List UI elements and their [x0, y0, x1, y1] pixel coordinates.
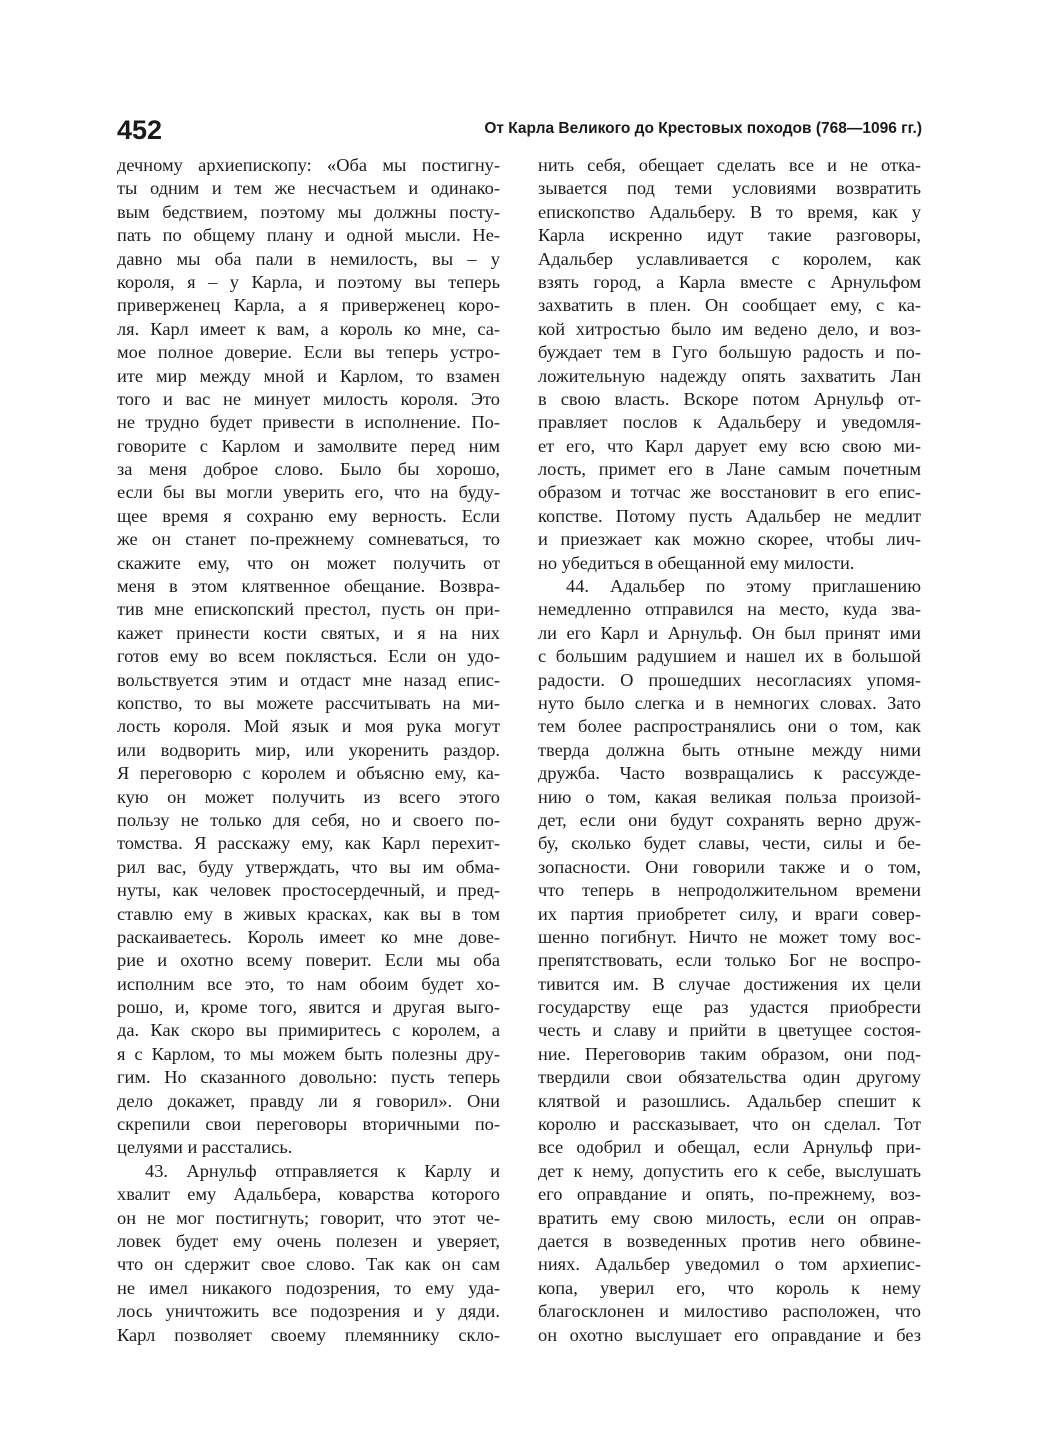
text-line: томства. Я расскажу ему, как Карл перехит- [117, 833, 500, 854]
text-line: я с Карлом, то мы можем быть полезны дру- [117, 1043, 500, 1064]
text-line: бу, сколько будет славы, чести, силы и бе- [538, 833, 921, 854]
text-line: копство, то вы можете рассчитывать на ми- [117, 692, 500, 713]
text-line: рие и охотно всему поверит. Если мы оба [117, 950, 500, 971]
text-line: ние. Переговорив таким образом, они под- [538, 1043, 921, 1064]
text-line: зопасности. Они говорили также и о том, [538, 856, 921, 877]
page-number: 452 [117, 115, 163, 145]
text-line: исполним все это, то нам обоим будет хо- [117, 973, 500, 994]
text-line: лость, примет его в Лане самым почетным [538, 459, 921, 480]
text-line: правляет послов к Адальберу и уведомля- [538, 412, 921, 433]
text-line: благосклонен и милостиво расположен, что [538, 1301, 921, 1322]
text-line: 44. Адальбер по этому приглашению [566, 576, 921, 597]
text-line: его оправдание и опять, по-прежнему, воз- [538, 1184, 921, 1205]
text-line: тивится им. В случае достижения их цели [538, 973, 921, 994]
text-line: все одобрил и обещал, если Арнульф при- [538, 1137, 921, 1158]
text-line: дечному архиепископу: «Оба мы постигну- [117, 155, 500, 175]
text-line: немедленно отправился на место, куда зва- [538, 599, 921, 620]
text-line: честь и славу и прийти в цветущее состоя- [538, 1020, 921, 1041]
text-line: щее время я сохраню ему верность. Если [117, 505, 500, 526]
text-line: приверженец Карла, а я приверженец коро- [117, 295, 500, 316]
text-line: кой хитростью было им ведено дело, и воз- [538, 318, 921, 339]
text-line: он охотно выслушает его оправдание и без [538, 1324, 921, 1345]
text-line: с большим радушием и нашел их в большой [538, 646, 921, 667]
text-line: ли его Карл и Арнульф. Он был принят ими [538, 622, 921, 643]
text-line: буждает тем в Гуго большую радость и по- [538, 342, 921, 363]
text-line: тив мне епископский престол, пусть он при- [117, 599, 500, 620]
text-line: за меня доброе слово. Было бы хорошо, [117, 459, 500, 480]
text-line: государству еще раз удастся приобрести [538, 997, 921, 1018]
text-line: пать по общему плану и одной мысли. Не- [117, 225, 500, 246]
text-line: ниях. Адальбер уведомил о том архиепис- [538, 1254, 921, 1275]
text-line: тем более распространялись они о том, как [538, 716, 921, 737]
text-line: взять город, а Карла вместе с Арнульфом [538, 271, 921, 292]
text-line: Адальбер уславливается с королем, как [538, 248, 921, 269]
text-line: вым бедствием, поэтому мы должны посту- [117, 201, 500, 222]
text-line: короля, я – у Карла, и поэтому вы теперь [117, 271, 500, 292]
text-line: нию о том, какая великая польза произой- [538, 786, 921, 807]
text-line: рошо, и, кроме того, явится и другая выго- [117, 997, 500, 1018]
text-line: гим. Но сказанного довольно: пусть теперь [117, 1067, 500, 1088]
text-line: 43. Арнульф отправляется к Карлу и [145, 1160, 500, 1181]
text-line: ставлю ему в живых красках, как вы в том [117, 903, 500, 924]
text-line: копстве. Потому пусть Адальбер не медлит [538, 505, 921, 526]
text-line: рил вас, буду утверждать, что вы им обма- [117, 856, 500, 877]
text-line: захватить в плен. Он сообщает ему, с ка- [538, 295, 921, 316]
text-line: дет, если они будут сохранять верно друж- [538, 809, 921, 830]
text-line: нить себя, обещает сделать все и не отка- [538, 155, 921, 175]
text-line: дается в возведенных против него обвине- [538, 1230, 921, 1251]
text-line: если бы вы могли уверить его, что на буду- [117, 482, 500, 503]
text-line: что он сдержит свое слово. Так как он сам [117, 1254, 500, 1275]
text-line: шенно погибнут. Ничто не может тому вос- [538, 926, 921, 947]
text-line: не имел никакого подозрения, то ему уда- [117, 1277, 500, 1298]
text-line: ет его, что Карл дарует ему всю свою ми- [538, 435, 921, 456]
text-line: их партия приобретет силу, и враги совер- [538, 903, 921, 924]
text-line: вольствуется этим и отдаст мне назад епис- [117, 669, 500, 690]
text-line: радости. О прошедших несогласиях упомя- [538, 669, 921, 690]
text-line: кажет принести кости святых, и я на них [117, 622, 500, 643]
text-line: кую он может получить из всего этого [117, 786, 500, 807]
text-line: скажите ему, что он может получить от [117, 552, 500, 573]
text-line: тверда должна быть отныне между ними [538, 739, 921, 760]
text-line: вратить ему свою милость, если он оправ- [538, 1207, 921, 1228]
text-line: мое полное доверие. Если вы теперь устро- [117, 342, 500, 363]
running-title: От Карла Великого до Крестовых походов (768—1096 гг.) [484, 120, 922, 137]
text-line: дружба. Часто возвращались к рассужде- [538, 763, 921, 784]
text-line: ите мир между мной и Карлом, то взамен [117, 365, 500, 386]
text-line: нуто было слегка и в немногих словах. Зато [538, 692, 921, 713]
text-line: говорите с Карлом и замолвите перед ним [117, 435, 500, 456]
text-line: ля. Карл имеет к вам, а король ко мне, са- [117, 318, 500, 339]
text-line: дело докажет, правду ли я говорил». Они [117, 1090, 500, 1111]
text-line: Карла искренно идут такие разговоры, [538, 225, 921, 246]
text-line: целуями и расстались. [117, 1137, 293, 1158]
text-line: что теперь в непродолжительном времени [538, 880, 921, 901]
text-line: или водворить мир, или укоренить раздор. [117, 739, 500, 760]
text-column-left [117, 154, 500, 1347]
text-line: скрепили свои переговоры вторичными по- [117, 1114, 500, 1135]
text-line: он не мог постигнуть; говорит, что этот че- [117, 1207, 500, 1228]
text-line: твердили свои обязательства один другому [538, 1067, 921, 1088]
text-line: ловек будет ему очень полезен и уверяет, [117, 1230, 500, 1251]
text-line: зывается под теми условиями возвратить [538, 178, 921, 199]
text-line: пользу не только для себя, но и своего по- [117, 809, 500, 830]
text-line: королю и рассказывает, что он сделал. Тот [538, 1114, 921, 1135]
text-line: препятствовать, если только Бог не воспро- [538, 950, 921, 971]
text-line: хвалит ему Адальбера, коварства которого [117, 1184, 500, 1205]
text-line: лость короля. Мой язык и моя рука могут [117, 716, 500, 737]
text-line: раскаиваетесь. Король имеет ко мне дове- [117, 926, 500, 947]
text-line: не трудно будет привести в исполнение. По- [117, 412, 500, 433]
text-line: того и вас не минует милость короля. Это [117, 388, 500, 409]
text-line: меня в этом клятвенное обещание. Возвра- [117, 576, 500, 597]
text-line: образом и тотчас же восстановит в его епис- [538, 482, 921, 503]
text-line: лось уничтожить все подозрения и у дяди. [117, 1301, 500, 1322]
text-line: в свою власть. Вскоре потом Арнульф от- [538, 388, 921, 409]
text-line: но убедиться в обещанной ему милости. [538, 552, 855, 573]
text-line: давно мы оба пали в немилость, вы – у [117, 248, 500, 269]
text-line: нуты, как человек простосердечный, и пред- [117, 880, 500, 901]
text-line: да. Как скоро вы примиритесь с королем, а [117, 1020, 500, 1041]
text-line: Я переговорю с королем и объясню ему, ка- [117, 763, 500, 784]
text-line: ты одним и тем же несчастьем и одинако- [117, 178, 500, 199]
text-line: клятвой и разошлись. Адальбер спешит к [538, 1090, 921, 1111]
text-line: копа, уверил его, что король к нему [538, 1277, 921, 1298]
text-line: же он станет по-прежнему сомневаться, то [117, 529, 500, 550]
text-line: дет к нему, допустить его к себе, выслушать [538, 1160, 921, 1181]
text-line: и приезжает как можно скорее, чтобы лич- [538, 529, 921, 550]
text-line: ложительную надежду опять захватить Лан [538, 365, 921, 386]
text-column-right [538, 154, 921, 1347]
text-line: епископство Адальберу. В то время, как у [538, 201, 921, 222]
text-line: готов ему во всем поклясться. Если он удо- [117, 646, 500, 667]
text-line: Карл позволяет своему племяннику скло- [117, 1324, 500, 1345]
